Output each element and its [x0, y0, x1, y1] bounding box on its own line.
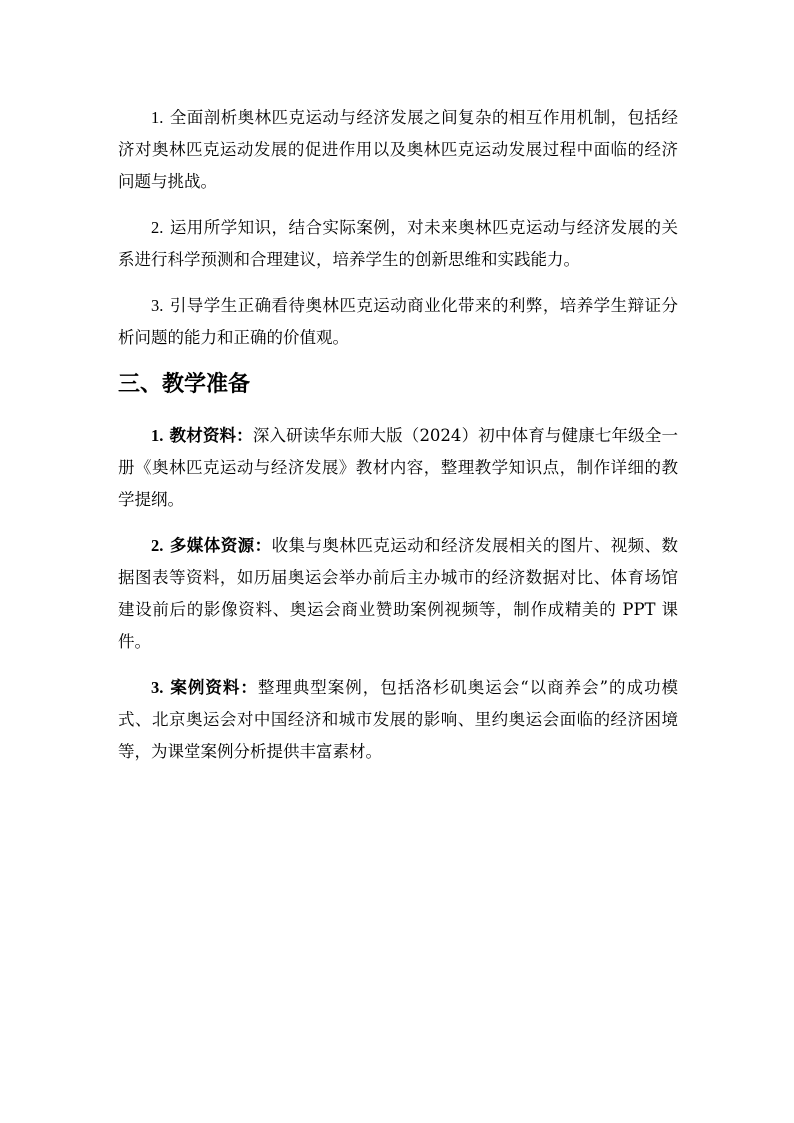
preparation-lead: 多媒体资源：	[169, 536, 272, 555]
objective-item-3	[118, 290, 678, 354]
objective-text: 运用所学知识，结合实际案例，对未来奥林匹克运动与经济发展的关系进行科学预测和合理建议，培养学生的创新思维和实践能力。	[118, 218, 678, 269]
preparation-text: 整理典型案例，包括洛杉矶奥运会“以商养会”的成功模式、北京奥运会对中国经济和城市发展的影响、里约奥运会面临的经济困境等，为课堂案例分析提供丰富素材。	[118, 678, 678, 761]
objective-text: 全面剖析奥林匹克运动与经济发展之间复杂的相互作用机制，包括经济对奥林匹克运动发展的促进作用以及奥林匹克运动发展过程中面临的经济问题与挑战。	[118, 108, 678, 191]
section-heading-teaching-preparation: 三、教学准备	[118, 372, 251, 397]
objective-item-2	[118, 212, 678, 276]
preparation-number: 3.	[151, 678, 164, 697]
preparation-text: 深入研读华东师大版（2024）初中体育与健康七年级全一册《奥林匹克运动与经济发展》教材内容，整理教学知识点，制作详细的教学提纲。	[118, 426, 679, 509]
objective-number: 1.	[151, 108, 164, 127]
preparation-text: 收集与奥林匹克运动和经济发展相关的图片、视频、数据图表等资料，如历届奥运会举办前后主办城市的经济数据对比、体育场馆建设前后的影像资料、奥运会商业赞助案例视频等，制作成精美的 PPT 课件。	[118, 536, 679, 651]
page-content	[118, 102, 678, 782]
preparation-lead: 案例资料：	[169, 678, 258, 697]
objective-text: 引导学生正确看待奥林匹克运动商业化带来的利弊，培养学生辩证分析问题的能力和正确的价值观。	[118, 296, 678, 347]
preparation-number: 2.	[151, 536, 164, 555]
preparation-lead: 教材资料：	[169, 426, 253, 445]
preparation-number: 1.	[151, 426, 164, 445]
objective-number: 2.	[151, 218, 164, 237]
preparation-item-1	[118, 420, 678, 516]
preparation-item-3	[118, 672, 678, 768]
objective-number: 3.	[151, 296, 164, 315]
objective-item-1	[118, 102, 678, 198]
preparation-item-2	[118, 530, 678, 658]
